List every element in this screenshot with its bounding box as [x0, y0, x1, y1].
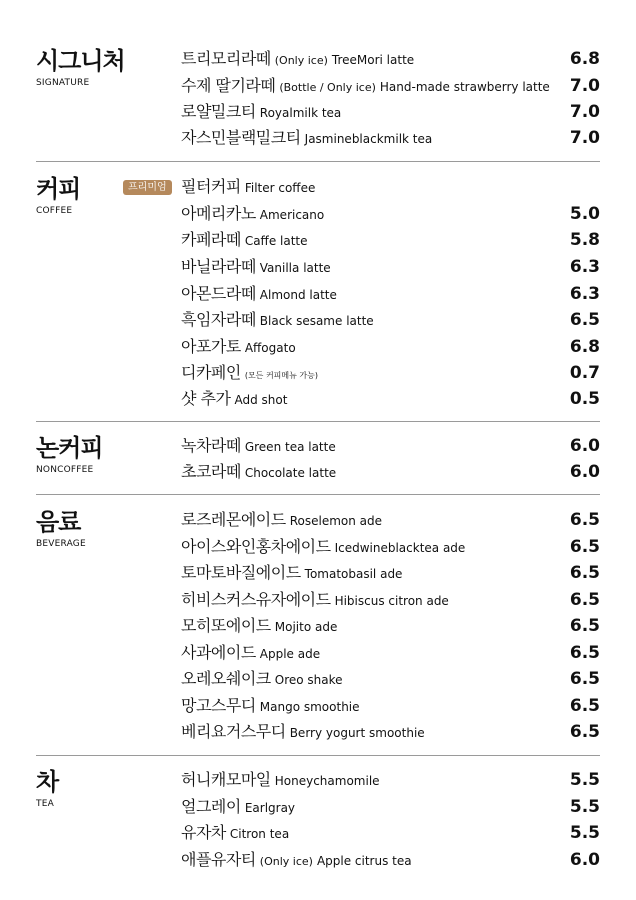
- section-title-en: COFFEE: [36, 206, 73, 216]
- item-name-en: Roselemon ade: [289, 514, 382, 528]
- section-title-en: BEVERAGE: [36, 539, 86, 549]
- menu-item: [181, 388, 600, 410]
- item-name-en: Hibiscus citron ade: [334, 594, 449, 608]
- item-name-en: Oreo shake: [274, 673, 343, 687]
- item-name-en: Citron tea: [229, 827, 290, 841]
- section-divider: [36, 421, 600, 422]
- item-name-en: Almond latte: [259, 288, 337, 302]
- section-divider: [36, 161, 600, 162]
- item-price: 7.0: [569, 128, 600, 148]
- menu-item: [181, 362, 600, 384]
- item-price: 6.3: [569, 257, 600, 277]
- item-price: 6.5: [569, 563, 600, 583]
- item-name-ko: 히비스커스유자에이드: [181, 590, 331, 609]
- section-title-ko: 커피: [36, 175, 81, 203]
- menu-item: [181, 256, 600, 278]
- item-name-en: Add shot: [234, 393, 288, 407]
- item-name-ko: 오레오쉐이크: [181, 669, 271, 688]
- menu-item: [181, 509, 600, 531]
- item-price: 5.5: [569, 823, 600, 843]
- menu-item: [181, 769, 600, 791]
- menu-item: [181, 309, 600, 331]
- item-name-en: Caffe latte: [244, 234, 308, 248]
- item-name-en: Icedwineblacktea ade: [334, 541, 466, 555]
- item-name-en: Affogato: [244, 341, 296, 355]
- item-price: 0.7: [569, 363, 600, 383]
- section-title-ko: 차: [36, 768, 59, 796]
- item-name-ko: 베리요거스무디: [181, 722, 286, 741]
- item-price: 7.0: [569, 76, 600, 96]
- item-name-ko: 애플유자티: [181, 850, 256, 869]
- menu-item: [181, 721, 600, 743]
- item-price: 5.8: [569, 230, 600, 250]
- section-title-ko: 논커피: [36, 434, 103, 462]
- menu-item: [181, 796, 600, 818]
- item-name-en: Apple ade: [259, 647, 321, 661]
- item-name-en: Vanilla latte: [259, 261, 331, 275]
- section-header: [36, 435, 103, 476]
- item-name-ko: 카페라떼: [181, 230, 241, 249]
- item-name-ko: 아몬드라떼: [181, 284, 256, 303]
- menu-item: [181, 849, 600, 871]
- item-name-ko: 로얄밀크티: [181, 102, 256, 121]
- section-header: [36, 769, 58, 810]
- item-name-ko: 트리모리라떼: [181, 49, 271, 68]
- item-name-en: Filter coffee: [244, 181, 316, 195]
- item-name-ko: 녹차라떼: [181, 436, 241, 455]
- item-name-ko: 모히또에이드: [181, 616, 271, 635]
- item-price: 0.5: [569, 389, 600, 409]
- item-price: 6.0: [569, 850, 600, 870]
- item-name-ko: 얼그레이: [181, 797, 241, 816]
- item-note: (모든 커피메뉴 가능): [244, 371, 318, 380]
- item-price: 6.5: [569, 722, 600, 742]
- menu-item: [181, 101, 600, 123]
- menu-item: [181, 203, 600, 225]
- item-name-ko: 필터커피: [181, 177, 241, 196]
- menu-item: [181, 283, 600, 305]
- section-title-ko: 시그니처: [36, 47, 125, 75]
- item-price: 6.8: [569, 337, 600, 357]
- item-price: 6.5: [569, 510, 600, 530]
- item-price: 6.3: [569, 284, 600, 304]
- item-name-ko: 자스민블랙밀크티: [181, 128, 301, 147]
- item-price: 7.0: [569, 102, 600, 122]
- section-title-en: SIGNATURE: [36, 78, 90, 88]
- item-price: 6.5: [569, 616, 600, 636]
- item-name-en: Jasmineblackmilk tea: [304, 132, 433, 146]
- item-name-ko: 수제 딸기라떼: [181, 76, 276, 95]
- item-name-en: Green tea latte: [244, 440, 336, 454]
- item-name-ko: 아메리카노: [181, 204, 256, 223]
- section-header: [36, 509, 86, 550]
- item-name-en: Honeychamomile: [274, 774, 380, 788]
- menu-item: [181, 615, 600, 637]
- item-name-en: Mango smoothie: [259, 700, 360, 714]
- menu-item: [181, 229, 600, 251]
- menu-item: [181, 668, 600, 690]
- item-name-en: Chocolate latte: [244, 466, 337, 480]
- item-price: 5.0: [569, 204, 600, 224]
- item-name-ko: 샷 추가: [181, 389, 231, 408]
- section-divider: [36, 494, 600, 495]
- menu-item: [181, 461, 600, 483]
- item-name-ko: 흑임자라떼: [181, 310, 256, 329]
- menu-item: [181, 75, 600, 97]
- section-title-en: NONCOFFEE: [36, 465, 94, 475]
- menu-item: [181, 127, 600, 149]
- item-name-ko: 아포가토: [181, 337, 241, 356]
- item-price: 5.5: [569, 770, 600, 790]
- item-name-ko: 바닐라라떼: [181, 257, 256, 276]
- item-note: (Only ice): [259, 855, 313, 868]
- item-name-ko: 아이스와인홍차에이드: [181, 537, 331, 556]
- item-price: 6.5: [569, 669, 600, 689]
- section-title-ko: 음료: [36, 508, 81, 536]
- menu-item: [181, 695, 600, 717]
- section-header: [36, 176, 80, 217]
- item-name-ko: 허니캐모마일: [181, 770, 271, 789]
- menu-item: [181, 642, 600, 664]
- item-name-en: Royalmilk tea: [259, 106, 342, 120]
- item-note: (Only ice): [274, 54, 328, 67]
- menu-item: [181, 336, 600, 358]
- item-price: 5.5: [569, 797, 600, 817]
- item-price: 6.5: [569, 537, 600, 557]
- item-name-en: Mojito ade: [274, 620, 338, 634]
- item-note: (Bottle / Only ice): [279, 81, 376, 94]
- item-name-en: Earlgray: [244, 801, 296, 815]
- item-name-en: Tomatobasil ade: [304, 567, 403, 581]
- item-price: 6.0: [569, 462, 600, 482]
- menu-item: [181, 536, 600, 558]
- item-name-ko: 유자차: [181, 823, 226, 842]
- item-name-ko: 토마토바질에이드: [181, 563, 301, 582]
- item-name-en: Black sesame latte: [259, 314, 374, 328]
- item-name-en: Berry yogurt smoothie: [289, 726, 425, 740]
- item-price: 6.5: [569, 310, 600, 330]
- item-name-ko: 로즈레몬에이드: [181, 510, 286, 529]
- section-header: [36, 48, 125, 89]
- item-price: 6.5: [569, 643, 600, 663]
- item-name-en: Americano: [259, 208, 325, 222]
- premium-badge: 프리미엄: [123, 180, 172, 195]
- menu-item: [181, 589, 600, 611]
- item-name-ko: 초코라떼: [181, 462, 241, 481]
- menu-item: [181, 562, 600, 584]
- menu-item: [181, 435, 600, 457]
- menu-item: [181, 48, 600, 70]
- item-name-ko: 망고스무디: [181, 696, 256, 715]
- item-price: 6.5: [569, 590, 600, 610]
- item-price: 6.5: [569, 696, 600, 716]
- item-price: 6.8: [569, 49, 600, 69]
- menu-item: [181, 176, 600, 198]
- item-name-en: TreeMori latte: [331, 53, 415, 67]
- item-name-ko: 사과에이드: [181, 643, 256, 662]
- section-title-en: TEA: [36, 799, 54, 809]
- item-name-ko: 디카페인: [181, 363, 241, 382]
- item-price: 6.0: [569, 436, 600, 456]
- item-name-en: Hand-made strawberry latte: [379, 80, 550, 94]
- menu-item: [181, 822, 600, 844]
- item-name-en: Apple citrus tea: [316, 854, 412, 868]
- section-divider: [36, 755, 600, 756]
